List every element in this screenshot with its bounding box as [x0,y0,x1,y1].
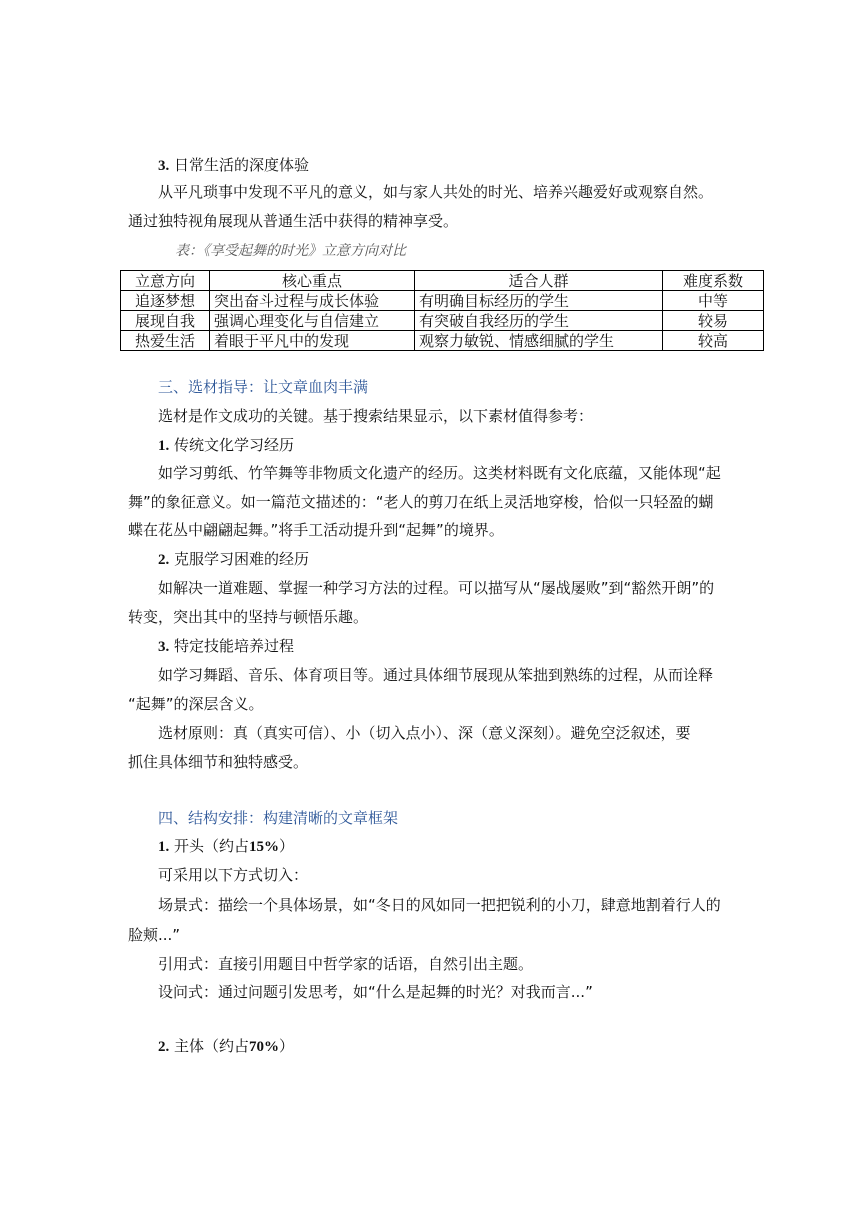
comparison-table [120,270,764,351]
subheading-daily-life [158,155,309,176]
paragraph-line: 如解决一道难题、掌握一种学习方法的过程。可以描写从“屡战屡败”到“豁然开朗”的 [158,579,715,597]
table-header-cell: 难度系数 [663,271,764,291]
heading-close: ） [279,837,295,855]
table-header-cell: 核心重点 [210,271,415,291]
paragraph-line: 选材原则：真（真实可信）、小（切入点小）、深（意义深刻）。避免空泛叙述，要 [158,724,691,742]
paragraph-line: 转变，突出其中的坚持与顿悟乐趣。 [128,608,369,626]
subheading-opening [158,836,294,857]
paragraph-line: 引用式：直接引用题目中哲学家的话语，自然引出主题。 [158,955,534,973]
heading-number: 1. [158,438,170,454]
heading-text: 日常生活的深度体验 [174,156,310,174]
section-title-material-selection: 三、选材指导：让文章血肉丰满 [158,378,369,396]
table-cell: 突出奋斗过程与成长体验 [210,291,415,311]
table-cell: 较高 [663,331,764,351]
paragraph-line: 脸颊...” [128,926,181,944]
paragraph-line: 可采用以下方式切入： [158,866,309,884]
table-cell: 有突破自我经历的学生 [415,311,663,331]
paragraph-line: 如学习剪纸、竹竿舞等非物质文化遗产的经历。这类材料既有文化底蕴，又能体现“起 [158,464,721,482]
section-title-structure: 四、结构安排：构建清晰的文章框架 [158,809,399,827]
table-row [121,311,764,331]
paragraph-line: 通过独特视角展现从普通生活中获得的精神享受。 [128,212,459,230]
table-cell: 有明确目标经历的学生 [415,291,663,311]
paragraph-line: 选材是作文成功的关键。基于搜索结果显示，以下素材值得参考： [158,407,594,425]
table-header-cell: 适合人群 [415,271,663,291]
heading-percent: 15% [249,839,280,855]
paragraph-line: 从平凡琐事中发现不平凡的意义，如与家人共处的时光、培养兴趣爱好或观察自然。 [158,183,714,201]
subheading-skill-training [158,636,294,657]
table-header-row [121,271,764,291]
subheading-overcome-difficulty [158,549,309,570]
table-header-cell: 立意方向 [121,271,210,291]
heading-text: 特定技能培养过程 [174,637,295,655]
table-cell: 强调心理变化与自信建立 [210,311,415,331]
table-cell: 较易 [663,311,764,331]
heading-text: 开头（约占 [174,837,250,855]
table-cell: 着眼于平凡中的发现 [210,331,415,351]
table-cell: 观察力敏锐、情感细腻的学生 [415,331,663,351]
table-row [121,291,764,311]
heading-text: 克服学习困难的经历 [174,550,310,568]
paragraph-line: 设问式：通过问题引发思考，如“什么是起舞的时光？对我而言...” [158,983,593,1001]
heading-number: 2. [158,1039,170,1055]
heading-number: 3. [158,639,170,655]
table-cell: 展现自我 [121,311,210,331]
paragraph-line: 舞”的象征意义。如一篇范文描述的：“老人的剪刀在纸上灵活地穿梭，恰似一只轻盈的蝴 [128,493,714,511]
table-cell: 热爱生活 [121,331,210,351]
paragraph-line: 场景式：描绘一个具体场景，如“冬日的风如同一把把锐利的小刀，肆意地割着行人的 [158,896,721,914]
table-cell: 中等 [663,291,764,311]
subheading-body [158,1036,294,1057]
heading-number: 1. [158,839,170,855]
paragraph-line: 抓住具体细节和独特感受。 [128,753,309,771]
heading-text: 传统文化学习经历 [174,436,295,454]
table-row [121,331,764,351]
paragraph-line: 蝶在花丛中翩翩起舞。”将手工活动提升到“起舞”的境界。 [128,521,504,539]
heading-close: ） [279,1037,295,1055]
heading-percent: 70% [249,1039,280,1055]
table-cell: 追逐梦想 [121,291,210,311]
heading-number: 3. [158,158,170,174]
heading-number: 2. [158,552,170,568]
subheading-traditional-culture [158,435,294,456]
heading-text: 主体（约占 [174,1037,250,1055]
table-caption: 表：《享受起舞的时光》立意方向对比 [175,243,406,259]
paragraph-line: “起舞”的深层含义。 [128,695,264,713]
paragraph-line: 如学习舞蹈、音乐、体育项目等。通过具体细节展现从笨拙到熟练的过程，从而诠释 [158,666,714,684]
